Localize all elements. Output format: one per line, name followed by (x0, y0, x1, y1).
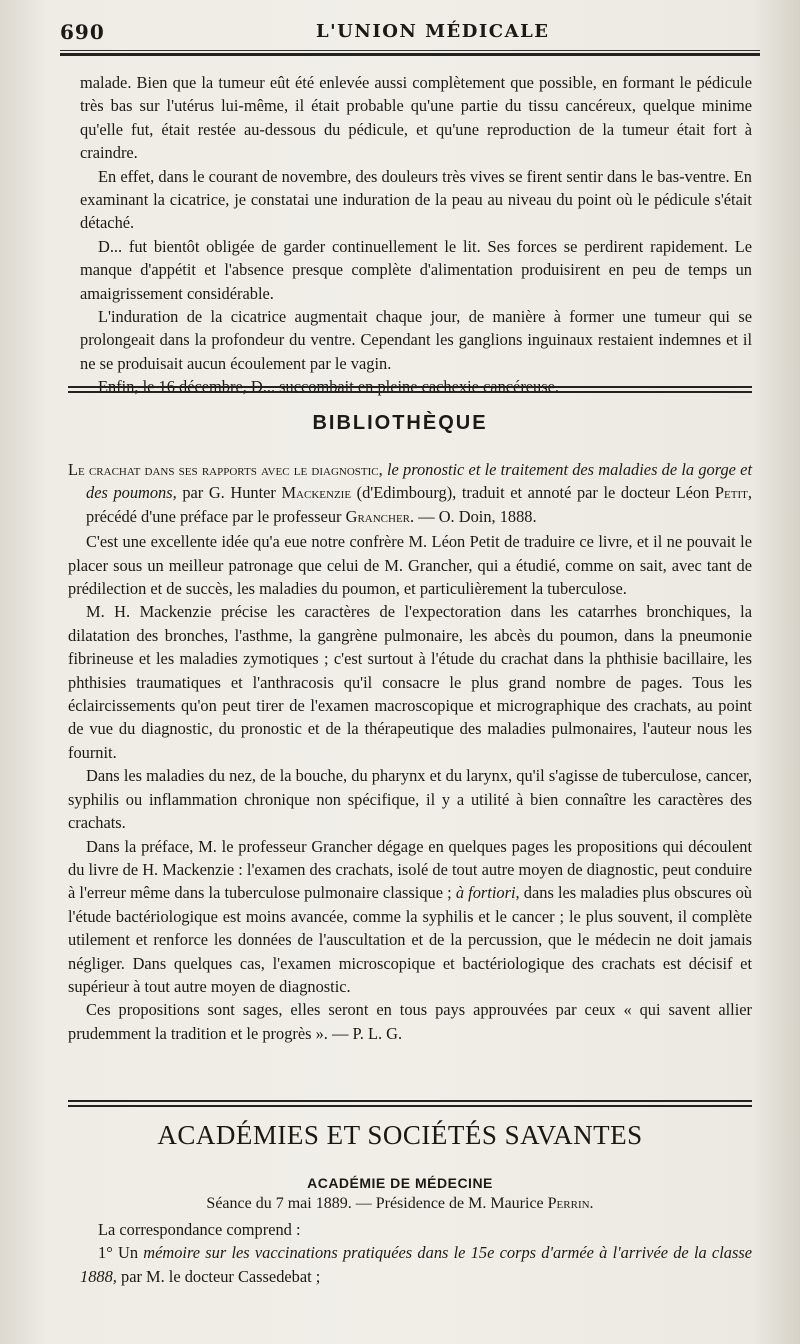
case-paragraph: Enfin, le 16 décembre, D... succombait en pleine cachexie cancéreuse. (98, 377, 559, 397)
section-divider (68, 1100, 752, 1107)
citation-by: par G. Hunter (182, 483, 276, 503)
case-paragraph: L'induration de la cicatrice augmentait chaque jour, de manière à former une tumeur qui se prolongeait dans la profondeur du ventre. Cependant les ganglions inguinaux restaient indemnes et il ne se produisait aucun écoulement par le vagin. (80, 307, 752, 373)
session-text: Séance du 7 mai 1889. — Présidence de M. Maurice (206, 1195, 544, 1212)
session-line (0, 1195, 800, 1213)
preface-text: Dans la préface, M. le professeur Grancher dégage en quelques pages les propositions qui découlent du livre de H. Mackenzie : l'examen des crachats, isolé de tout autre moyen de diagnostic, peut conduire à l'erreur même dans la tuberculose pulmonaire classique ; (68, 836, 752, 903)
author-place: (d'Edimbourg), traduit et annoté par le docteur Léon (356, 483, 710, 503)
citation-preface: , précédé d'une préface par le professeur (86, 483, 752, 526)
item-author: par M. le docteur Cassedebat ; (121, 1266, 321, 1286)
journal-title: L'UNION MÉDICALE (316, 21, 550, 42)
review-paragraph: C'est une excellente idée qu'a eue notre confrère M. Léon Petit de traduire ce livre, et il ne pouvait le placer sous un meilleur patronage que celui de M. Grancher, qui a étudié, comme on sait, avec tant de prédilection et de succès, les maladies du poumon, et particulièrement la tuberculose. (68, 532, 752, 599)
fortiori-text: à fortiori (455, 883, 516, 903)
correspondance-intro: La correspondance comprend : (98, 1220, 301, 1239)
review-paragraph: M. H. Mackenzie précise les caractères de l'expectoration dans les catarrhes bronchiques, la dilatation des bronches, l'asthme, la gangrène pulmonaire, les abcès du poumon, dans la pneumonie fibrineuse et les maladies zymotiques ; c'est surtout à l'étude du crachat dans la phthisie bacillaire, les phthisies traumatiques et l'anthracosis qu'il consacre le plus grand nombre de pages. Tous les éclaircissements qu'on peut tirer de l'examen macroscopique et micrographique des crachats, au point de vue du diagnostic, du pronostic et de la thérapeutique des maladies pulmonaires, l'auteur nous les fournit. (68, 602, 752, 762)
item-number: 1° Un (98, 1243, 139, 1263)
citation-publisher: . — O. Doin, 1888. (410, 506, 537, 526)
bibliotheque-body (68, 458, 752, 1045)
preface-text-cont: , dans les maladies plus obscures où l'étude bactériologique est moins avancée, comme la syphilis et le cancer ; le plus souvent, il complète utilement et renforce les données de l'auscultation et de la percussion, que le médecin ne doit jamais négliger. Dans quelques cas, l'examen microscopique et bactériologique des crachats est décisif et supérieur à tout autre moyen de diagnostic. (68, 883, 753, 996)
president-name: Perrin. (547, 1195, 594, 1212)
academies-body (80, 1218, 752, 1288)
item-title: mémoire sur les vaccinations pratiquées dans le 15e corps d'armée à l'arrivée de la classe 1888, (80, 1243, 752, 1286)
review-paragraph: Dans les maladies du nez, de la bouche, du pharynx et du larynx, qu'il s'agisse de tuberculose, cancer, syphilis ou inflammation chronique non spécifique, il y a utilité à bien connaître les caractères des crachats. (68, 766, 752, 833)
case-report (80, 71, 752, 399)
header-rule (60, 50, 760, 56)
case-paragraph: En effet, dans le courant de novembre, des douleurs très vives se firent sentir dans le bas-ventre. En examinant la cicatrice, je constatai une induration de la peau au niveau du point où le pédicule s'était détaché. (80, 166, 752, 233)
book-title-italic: le pronostic et le traitement des maladies de la gorge et des poumons, (86, 460, 752, 503)
academies-heading: ACADÉMIES ET SOCIÉTÉS SAVANTES (157, 1120, 643, 1150)
review-conclusion: Ces propositions sont sages, elles seront en tous pays approuvées par ceux « qui savent allier prudemment la tradition et le progrès ». — P. L. G. (68, 1000, 752, 1043)
review-paragraph (68, 835, 752, 999)
academie-subheading: ACADÉMIE DE MÉDECINE (307, 1175, 493, 1191)
prefacer-name: Grancher (345, 506, 411, 526)
translator-name: Petit (714, 483, 748, 503)
case-paragraph: D... fut bientôt obligée de garder continuellement le lit. Ses forces se perdirent rapidement. Le manque d'appétit et l'absence presque complète d'alimentation produisirent en peu de temps un amaigrissement considérable. (80, 236, 752, 303)
correspondance-item (80, 1241, 752, 1288)
page-header (60, 20, 760, 44)
section-divider (68, 386, 752, 393)
author-name: Mackenzie (281, 483, 352, 503)
case-paragraph: malade. Bien que la tumeur eût été enlevée aussi complètement que possible, en formant le pédicule très bas sur l'utérus lui-même, il était probable qu'une partie du tissu cancéreux, quelque minime qu'elle fut, était restée au-dessous du pédicule, et qu'une reproduction de la tumeur était fort à craindre. (80, 73, 752, 163)
book-title: Le crachat dans ses rapports avec le diagnostic, (68, 460, 383, 479)
page-number: 690 (60, 20, 105, 44)
book-citation (68, 458, 752, 528)
bibliotheque-heading: BIBLIOTHÈQUE (312, 412, 488, 434)
